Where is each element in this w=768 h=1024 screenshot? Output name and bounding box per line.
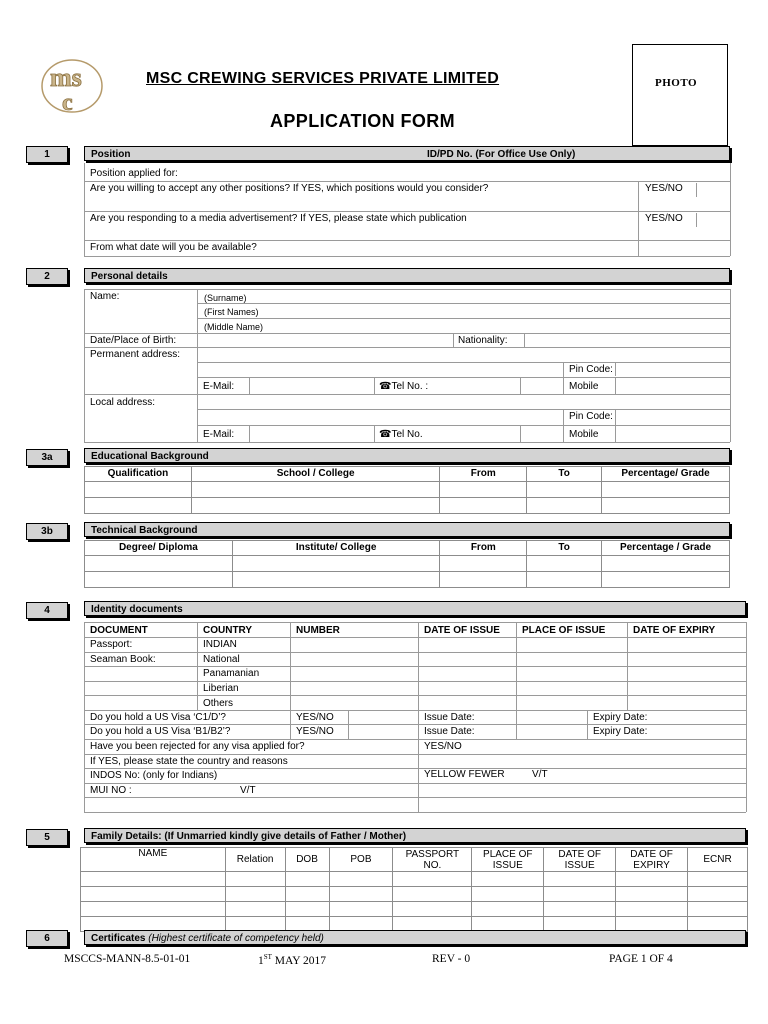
other-positions-question: Are you willing to accept any other positions? If YES, which positions would you consider? xyxy=(90,183,489,194)
first-name-field[interactable]: (First Names) xyxy=(204,307,259,317)
table-row[interactable] xyxy=(85,482,730,498)
col-institute: Institute/ College xyxy=(232,541,440,556)
country-others: Others xyxy=(203,698,234,709)
col-dob: DOB xyxy=(285,848,329,872)
section-5-header xyxy=(84,828,746,843)
yellow-fever-vt: V/T xyxy=(532,769,548,780)
col-country: COUNTRY xyxy=(203,625,253,636)
table-row[interactable] xyxy=(85,498,730,514)
footer-date: 1ST MAY 2017 xyxy=(258,953,327,967)
section-6-subtitle: (Highest certificate of competency held) xyxy=(148,933,324,944)
col-date-of-expiry: DATE OF EXPIRY xyxy=(633,625,716,636)
section-4-header xyxy=(84,601,746,616)
country-panamanian: Panamanian xyxy=(203,668,260,679)
section-3b-header xyxy=(84,522,730,537)
availability-date-label: From what date will you be available? xyxy=(90,242,257,253)
section-5-title: Family Details: (If Unmarried kindly give details of Father / Mother) xyxy=(91,831,407,842)
visa-c1d-question: Do you hold a US Visa ‘C1/D’? xyxy=(90,712,226,723)
table-header-row xyxy=(85,541,730,556)
visa-c1d-issue-date: Issue Date: xyxy=(424,712,475,723)
office-use-label: ID/PD No. (For Office Use Only) xyxy=(427,149,576,160)
family-table xyxy=(80,847,748,932)
name-label: Name: xyxy=(90,291,120,302)
phone-icon: ☎ xyxy=(379,429,392,440)
col-school: School / College xyxy=(191,467,440,482)
visa-rejected-question: Have you been rejected for any visa applied for? xyxy=(90,741,305,752)
section-1-number: 1 xyxy=(26,146,68,163)
tel-label-2: ☎Tel No. xyxy=(379,429,423,440)
footer-doc-number: MSCCS-MANN-8.5-01-01 xyxy=(64,953,191,965)
table-row[interactable] xyxy=(81,887,748,902)
col-percentage: Percentage/ Grade xyxy=(602,467,730,482)
col-pob: POB xyxy=(329,848,393,872)
section-6-title: Certificates xyxy=(91,933,146,944)
mui-label: MUI NO : xyxy=(90,785,132,796)
section-3b-title: Technical Background xyxy=(91,525,198,536)
table-header-row xyxy=(81,848,748,872)
mobile-label: Mobile xyxy=(569,381,599,392)
section-3b-number: 3b xyxy=(26,523,68,540)
col-number: NUMBER xyxy=(296,625,340,636)
section-2-title: Personal details xyxy=(91,271,168,282)
visa-c1d-yesno[interactable]: YES/NO xyxy=(296,712,334,723)
nationality-label: Nationality: xyxy=(458,335,508,346)
visa-b1b2-issue-date: Issue Date: xyxy=(424,726,475,737)
col-from: From xyxy=(440,541,527,556)
col-name: NAME xyxy=(81,848,226,872)
visa-c1d-expiry-date: Expiry Date: xyxy=(593,712,648,723)
table-header-row xyxy=(85,467,730,482)
table-row[interactable] xyxy=(81,902,748,917)
visa-b1b2-yesno[interactable]: YES/NO xyxy=(296,726,334,737)
position-applied-label: Position applied for: xyxy=(90,168,178,179)
pin-code-label: Pin Code: xyxy=(569,364,613,375)
col-to: To xyxy=(527,467,602,482)
col-to: To xyxy=(527,541,602,556)
permanent-address-label: Permanent address: xyxy=(90,349,181,360)
company-name: MSC CREWING SERVICES PRIVATE LIMITED xyxy=(146,70,500,87)
col-place-of-issue: PLACE OF ISSUE xyxy=(472,848,544,872)
country-national: National xyxy=(203,654,240,665)
passport-label: Passport: xyxy=(90,639,133,650)
col-date-of-issue: DATE OF ISSUE xyxy=(544,848,616,872)
section-6-number: 6 xyxy=(26,930,68,947)
section-2-header xyxy=(84,268,730,283)
col-document: DOCUMENT xyxy=(90,625,148,636)
email-label-2: E-Mail: xyxy=(203,429,235,440)
col-from: From xyxy=(440,467,527,482)
other-positions-yesno[interactable]: YES/NO xyxy=(645,183,683,194)
form-title: APPLICATION FORM xyxy=(270,111,456,131)
col-passport-no: PASSPORT NO. xyxy=(393,848,472,872)
mui-vt: V/T xyxy=(240,785,256,796)
section-3a-header xyxy=(84,448,730,463)
col-date-of-expiry: DATE OF EXPIRY xyxy=(616,848,688,872)
visa-b1b2-question: Do you hold a US Visa ‘B1/B2’? xyxy=(90,726,231,737)
section-4-number: 4 xyxy=(26,602,68,619)
footer-revision: REV - 0 xyxy=(432,953,471,965)
footer-page: PAGE 1 OF 4 xyxy=(609,953,673,965)
svg-text:ms: ms xyxy=(50,63,82,92)
table-row[interactable] xyxy=(85,556,730,572)
technical-table xyxy=(84,540,730,588)
section-5-number: 5 xyxy=(26,829,68,846)
tel-label: ☎Tel No. : xyxy=(379,381,429,392)
photo-box[interactable] xyxy=(632,44,728,146)
col-ecnr: ECNR xyxy=(688,848,748,872)
col-place-of-issue: PLACE OF ISSUE xyxy=(522,625,606,636)
seaman-book-label: Seaman Book: xyxy=(90,654,156,665)
middle-name-field[interactable]: (Middle Name) xyxy=(204,322,264,332)
section-4-title: Identity documents xyxy=(91,604,183,615)
media-ad-question: Are you responding to a media advertisement? If YES, please state which publication xyxy=(90,213,467,224)
local-address-label: Local address: xyxy=(90,397,156,408)
section-3a-title: Educational Background xyxy=(91,451,209,462)
col-qualification: Qualification xyxy=(85,467,192,482)
email-label: E-Mail: xyxy=(203,381,235,392)
phone-icon: ☎ xyxy=(379,381,392,392)
mobile-label-2: Mobile xyxy=(569,429,599,440)
media-ad-yesno[interactable]: YES/NO xyxy=(645,213,683,224)
visa-b1b2-expiry-date: Expiry Date: xyxy=(593,726,648,737)
passport-country: INDIAN xyxy=(203,639,237,650)
dob-label: Date/Place of Birth: xyxy=(90,335,177,346)
col-relation: Relation xyxy=(225,848,285,872)
col-percentage: Percentage / Grade xyxy=(602,541,730,556)
section-1-header xyxy=(84,146,730,161)
indos-label: INDOS No: (only for Indians) xyxy=(90,770,218,781)
msc-logo xyxy=(40,58,104,114)
visa-rejected-yesno[interactable]: YES/NO xyxy=(424,741,462,752)
section-2-number: 2 xyxy=(26,268,68,285)
pin-code-label-2: Pin Code: xyxy=(569,411,613,422)
section-3a-number: 3a xyxy=(26,449,68,466)
yellow-fever-label: YELLOW FEWER xyxy=(424,769,505,780)
surname-field[interactable]: (Surname) xyxy=(204,293,247,303)
section-1-title: Position xyxy=(91,149,131,160)
country-liberian: Liberian xyxy=(203,683,239,694)
photo-label: PHOTO xyxy=(655,77,698,89)
col-date-of-issue: DATE OF ISSUE xyxy=(424,625,500,636)
section-6-header xyxy=(84,930,746,945)
if-yes-label: If YES, please state the country and reasons xyxy=(90,756,288,767)
education-table xyxy=(84,466,730,514)
svg-text:c: c xyxy=(62,90,73,114)
table-row[interactable] xyxy=(85,572,730,588)
table-row[interactable] xyxy=(81,872,748,887)
col-degree: Degree/ Diploma xyxy=(85,541,233,556)
